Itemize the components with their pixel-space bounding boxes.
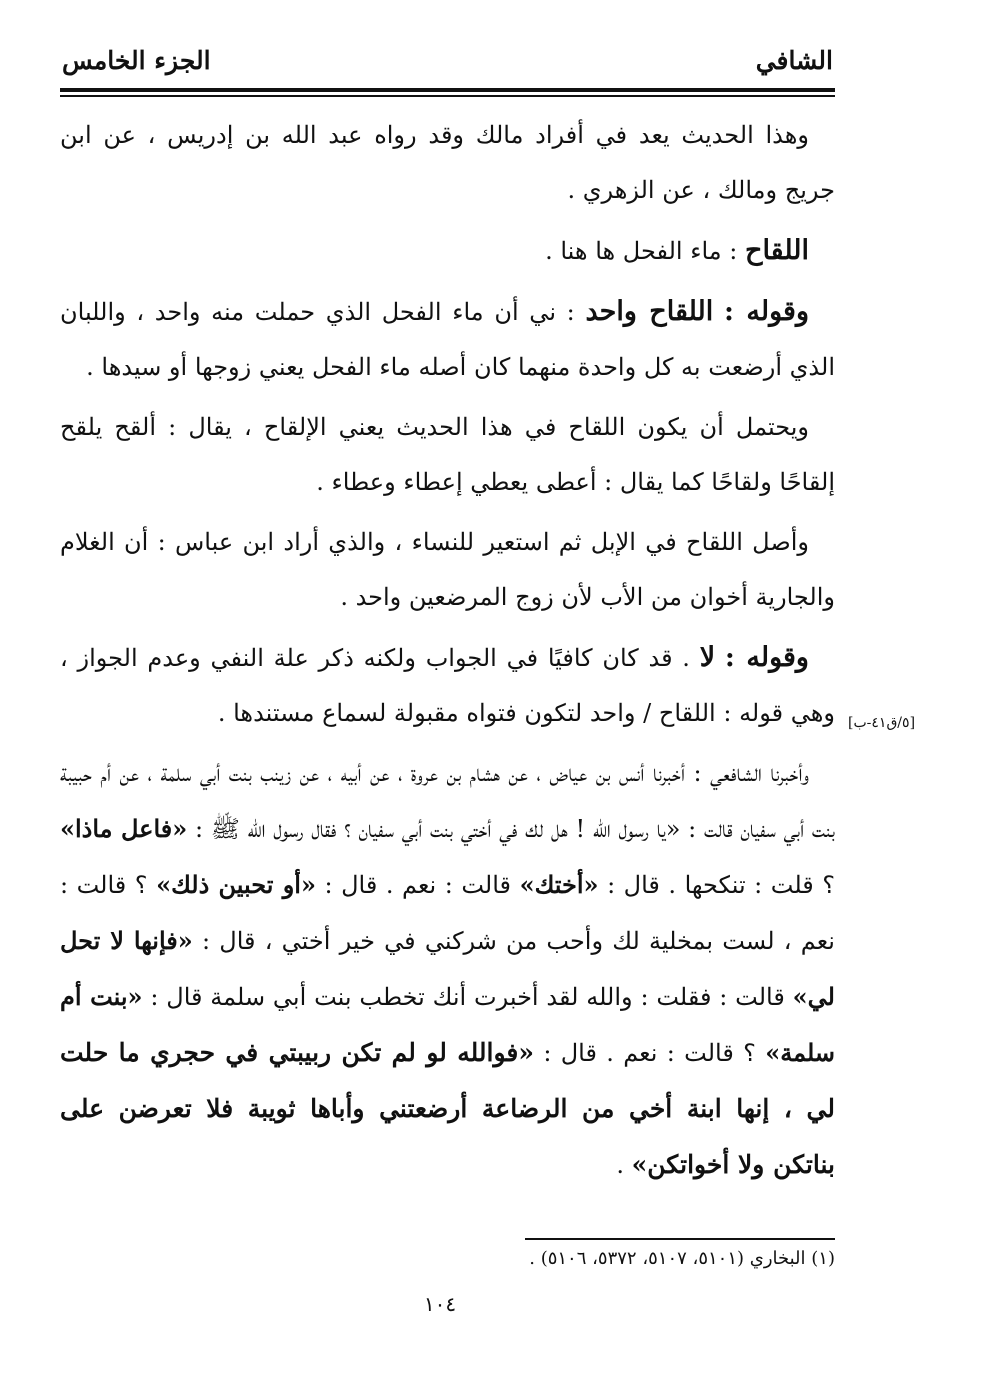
paragraph-3 xyxy=(60,284,835,395)
main-text xyxy=(60,108,835,1198)
paragraph-6-text: . قد كان كافيًا في الجواب ولكنه ذكر علة النفي وعدم الجواز ، وهي قوله : اللقاح / واحد لتكون فتواه مقبولة لسماع مستندها . xyxy=(60,644,835,727)
header-rule-thin xyxy=(60,95,835,97)
paragraph-2 xyxy=(60,223,835,279)
book-title: الشافي xyxy=(755,46,833,75)
paragraph-3-text: : ني أن ماء الفحل الذي حملت منه واحد ، واللبان الذي أرضعت به كل واحدة منهما كان أصله ماء الفحل يعني زوجها أو سيدها . xyxy=(60,298,835,381)
paragraph-5: وأصل اللقاح في الإبل ثم استعير للنساء ، والذي أراد ابن عباس : أن الغلام والجارية أخوان من الأب لأن زوج المرضعين واحد . xyxy=(60,528,835,611)
hadith-quote-final: «فوالله لو لم تكن ربيبتي في حجري ما حلت لي ، إنها ابنة أخي من الرضاعة أرضعتني وأباها ثويبة فلا تعرضن على بناتكن ولا أخواتكن» xyxy=(60,1038,835,1179)
manuscript-reference: [٥/ق٤١-ب] xyxy=(848,715,916,731)
header-rule-thick xyxy=(60,88,835,92)
hadith-quote-3: «أو تحبين ذلك» xyxy=(156,870,316,899)
hadith-isnad: وأخبرنا الشافعي : أخبرنا أنس بن عياض ، عن هشام بن عروة ، عن أبيه ، عن زينب بنت أبي سلمة ، عن أم حبيبة بنت أبي سفيان قالت : «يا رسول الله ! هل لك في أختي بنت أبي سفيان ؟ فقال رسول الله ﷺ : xyxy=(60,759,835,843)
paragraph-3-lead: وقوله : xyxy=(723,296,809,327)
paragraph-7 xyxy=(60,746,835,1193)
paragraph-2-text: : ماء الفحل ها هنا . xyxy=(545,237,738,265)
volume-title: الجزء الخامس xyxy=(62,46,211,75)
hadith-quote-4: «فإنها لا تحل لي» xyxy=(60,926,835,1011)
term-liqah: اللقاح xyxy=(745,235,809,266)
hadith-quote-5: «بنت أم سلمة» xyxy=(60,982,835,1067)
footnote-rule xyxy=(525,1238,835,1240)
hadith-text-i: قالت : فقلت : والله لقد أخبرت أنك تخطب بنت أبي سلمة قال : xyxy=(150,983,785,1011)
hadith-quote-1: «فاعل ماذا» xyxy=(60,814,188,843)
term-liqah-wahid: اللقاح واحد xyxy=(585,296,714,327)
hadith-end-period: . xyxy=(616,1151,625,1179)
paragraph-6 xyxy=(60,630,835,741)
footnote: (١) البخاري (٥١٠١، ٥١٠٧، ٥٣٧٢، ٥١٠٦) . xyxy=(529,1248,835,1269)
hadith-text-k: ؟ قالت : نعم . قال : xyxy=(543,1039,756,1067)
page-number: ١٠٤ xyxy=(423,1292,457,1316)
hadith-text-c: ؟ قلت : تنكحها . قال : xyxy=(607,871,835,899)
paragraph-4: ويحتمل أن يكون اللقاح في هذا الحديث يعني الإلقاح ، يقال : ألقح يلقح إلقاحًا ولقاحًا كما يقال : أعطى يعطي إعطاء وعطاء . xyxy=(60,413,835,496)
running-header xyxy=(60,40,835,88)
hadith-text-e: قالت : نعم . قال : xyxy=(324,871,512,899)
paragraph-1: وهذا الحديث يعد في أفراد مالك وقد رواه عبد الله بن إدريس ، عن ابن جريج ومالك ، عن الزهري . xyxy=(60,121,835,204)
hadith-quote-2: «أختك» xyxy=(519,870,599,899)
paragraph-6-lead: وقوله : xyxy=(724,642,809,673)
term-la: لا xyxy=(699,642,716,673)
hadith-text-g: ؟ قالت : نعم ، لست بمخلية لك وأحب من شركني في خير أختي ، قال : xyxy=(60,871,835,955)
